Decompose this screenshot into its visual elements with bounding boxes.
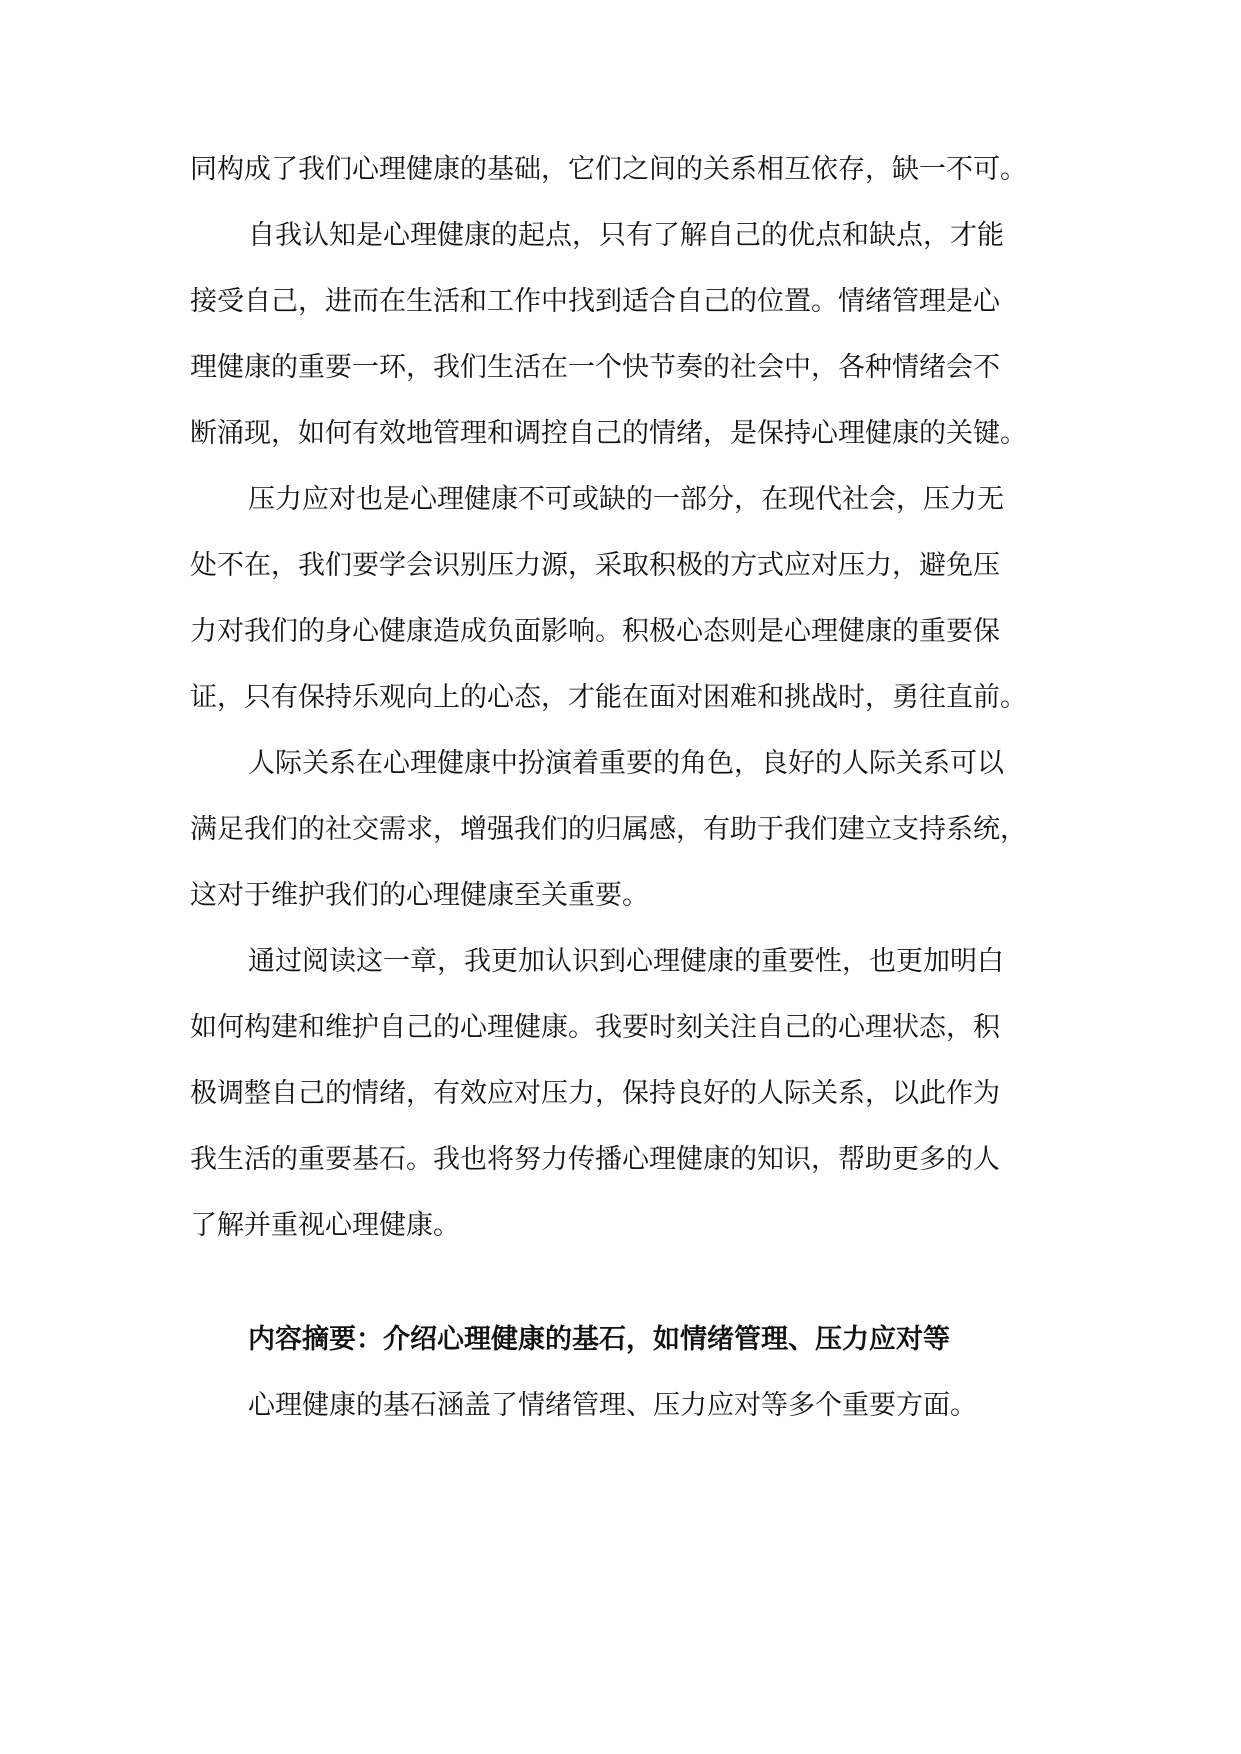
text-line: 如何构建和维护自己的心理健康。我要时刻关注自己的心理状态，积 (190, 1012, 1000, 1043)
text-line: 这对于维护我们的心理健康至关重要。 (190, 880, 649, 911)
text-line: 证，只有保持乐观向上的心态，才能在面对困难和挑战时，勇往直前。 (190, 682, 1027, 713)
paragraph-stress (190, 478, 1052, 720)
text-line: 满足我们的社交需求，增强我们的归属感，有助于我们建立支持系统， (190, 814, 1027, 845)
text-line: 接受自己，进而在生活和工作中找到适合自己的位置。情绪管理是心 (190, 286, 1000, 317)
text-line: 极调整自己的情绪，有效应对压力，保持良好的人际关系，以此作为 (190, 1078, 1000, 1109)
text-line: 处不在，我们要学会识别压力源，采取积极的方式应对压力，避免压 (190, 550, 1000, 581)
text-line: 心理健康的基石涵盖了情绪管理、压力应对等多个重要方面。 (248, 1390, 977, 1421)
text-line: 了解并重视心理健康。 (190, 1210, 460, 1241)
text-line: 压力应对也是心理健康不可或缺的一部分，在现代社会，压力无 (248, 484, 1004, 515)
paragraph-relationships (190, 742, 1052, 918)
text-line: 自我认知是心理健康的起点，只有了解自己的优点和缺点，才能 (248, 220, 1004, 251)
text-line: 同构成了我们心理健康的基础，它们之间的关系相互依存，缺一不可。 (190, 154, 1027, 185)
paragraph-reflection (190, 940, 1052, 1248)
text-line: 理健康的重要一环，我们生活在一个快节奏的社会中，各种情绪会不 (190, 352, 1000, 383)
text-line: 人际关系在心理健康中扮演着重要的角色，良好的人际关系可以 (248, 748, 1004, 779)
document-page (190, 148, 1052, 1428)
paragraph-self-awareness (190, 214, 1052, 456)
summary-heading: 内容摘要：介绍心理健康的基石，如情绪管理、压力应对等 (248, 1324, 950, 1355)
text-line: 断涌现，如何有效地管理和调控自己的情绪，是保持心理健康的关键。 (190, 418, 1027, 449)
text-line: 通过阅读这一章，我更加认识到心理健康的重要性，也更加明白 (248, 946, 1004, 977)
paragraph-summary (190, 1384, 1052, 1428)
paragraph-continuation (190, 148, 1052, 192)
text-line: 力对我们的身心健康造成负面影响。积极心态则是心理健康的重要保 (190, 616, 1000, 647)
text-line: 我生活的重要基石。我也将努力传播心理健康的知识，帮助更多的人 (190, 1144, 1000, 1175)
